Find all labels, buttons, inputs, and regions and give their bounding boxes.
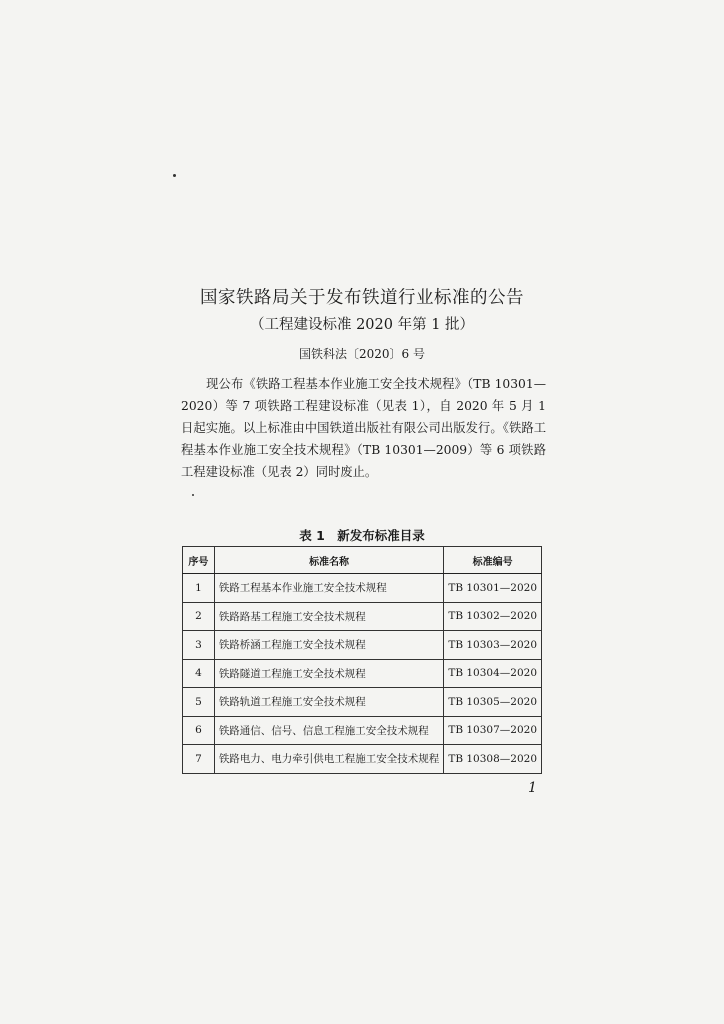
table-row [183, 688, 542, 717]
row-number: 3 [183, 631, 215, 660]
standard-code: TB 10305—2020 [444, 688, 542, 717]
document-number: 国铁科法〔2020〕6 号 [299, 347, 425, 361]
standard-code: TB 10303—2020 [444, 631, 542, 660]
announcement-subtitle: （工程建设标准 2020 年第 1 批） [249, 317, 475, 333]
standard-name: 铁路路基工程施工安全技术规程 [214, 602, 444, 631]
column-header-no: 序号 [183, 547, 215, 574]
standard-name: 铁路电力、电力牵引供电工程施工安全技术规程 [214, 745, 444, 774]
standard-code: TB 10301—2020 [444, 574, 542, 603]
table-row [183, 716, 542, 745]
page-number: 1 [528, 780, 537, 796]
announcement-body-text: 现公布《铁路工程基本作业施工安全技术规程》（TB 10301—2020）等 7 项铁路工程建设标准（见表 1），自 2020 年 5 月 1 日起实施。以上标准由中国铁道出版社有限公司出版发行。《铁路工程基本作业施工安全技术规程》（TB 10301—2009）等 6 项铁路工程建设标准（见表 2）同时废止。 [181, 377, 546, 479]
scan-speck [173, 174, 176, 177]
table-row [183, 745, 542, 774]
announcement-body [181, 373, 546, 483]
table-row [183, 602, 542, 631]
table-header-row [183, 547, 542, 574]
announcement-title: 国家铁路局关于发布铁道行业标准的公告 [200, 288, 524, 308]
table-row [183, 659, 542, 688]
row-number: 6 [183, 716, 215, 745]
standard-code: TB 10307—2020 [444, 716, 542, 745]
scan-speck [192, 494, 194, 496]
table-caption: 表 1 新发布标准目录 [299, 528, 425, 543]
standard-name: 铁路工程基本作业施工安全技术规程 [214, 574, 444, 603]
standard-code: TB 10302—2020 [444, 602, 542, 631]
column-header-name: 标准名称 [214, 547, 444, 574]
table-row [183, 631, 542, 660]
standard-code: TB 10304—2020 [444, 659, 542, 688]
standard-name: 铁路轨道工程施工安全技术规程 [214, 688, 444, 717]
standards-table [182, 546, 542, 774]
row-number: 4 [183, 659, 215, 688]
row-number: 2 [183, 602, 215, 631]
row-number: 5 [183, 688, 215, 717]
standard-name: 铁路桥涵工程施工安全技术规程 [214, 631, 444, 660]
standard-code: TB 10308—2020 [444, 745, 542, 774]
table-row [183, 574, 542, 603]
standard-name: 铁路隧道工程施工安全技术规程 [214, 659, 444, 688]
row-number: 1 [183, 574, 215, 603]
column-header-code: 标准编号 [444, 547, 542, 574]
row-number: 7 [183, 745, 215, 774]
standard-name: 铁路通信、信号、信息工程施工安全技术规程 [214, 716, 444, 745]
